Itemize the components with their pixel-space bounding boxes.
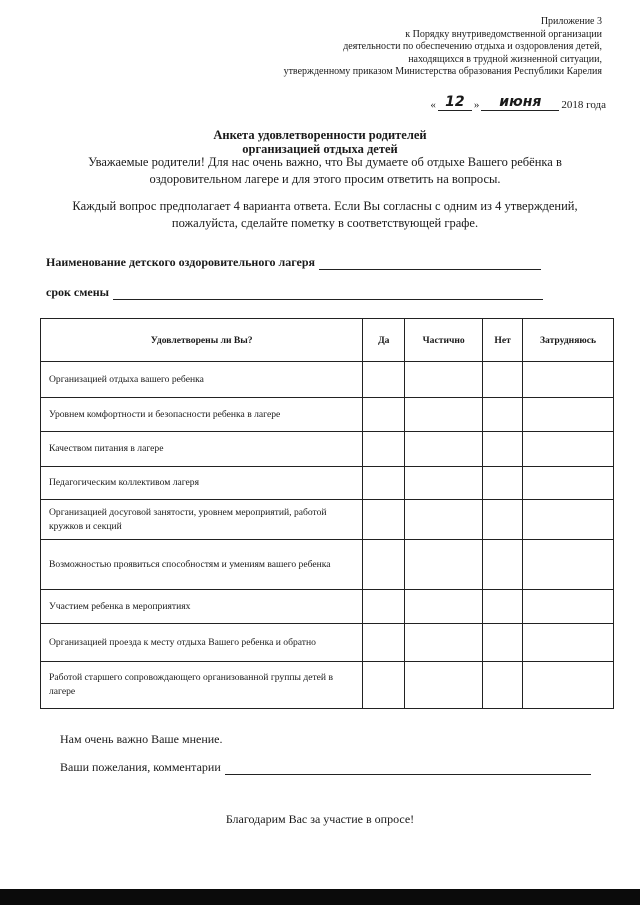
answer-cell-no[interactable] — [483, 500, 523, 540]
table-header-row — [41, 319, 614, 362]
answer-cell-no[interactable] — [483, 467, 523, 500]
table-row — [41, 432, 614, 467]
camp-name-label: Наименование детского оздоровительного лагеря — [46, 255, 315, 269]
satisfaction-table — [40, 318, 614, 709]
comments-label: Ваши пожелания, комментарии — [60, 760, 221, 774]
answer-cell-no[interactable] — [483, 398, 523, 432]
answer-cell-partially[interactable] — [405, 590, 483, 624]
answer-cell-partially[interactable] — [405, 540, 483, 590]
header-question: Удовлетворены ли Вы? — [41, 319, 363, 362]
intro-paragraph: Уважаемые родители! Для нас очень важно, что Вы думаете об отдыхе Вашего ребёнка в оздоровительном лагере и для этого просим ответить на вопросы. — [88, 155, 562, 186]
date-day: 12 — [438, 94, 472, 111]
answer-cell-yes[interactable] — [363, 500, 405, 540]
question-cell: Организацией отдыха вашего ребенка — [41, 362, 363, 398]
question-cell: Организацией досуговой занятости, уровнем мероприятий, работой кружков и секций — [41, 500, 363, 540]
table-row — [41, 624, 614, 662]
survey-subtitle: организацией отдыха детей — [242, 142, 398, 156]
scan-edge — [0, 889, 640, 905]
survey-title: Анкета удовлетворенности родителей — [213, 128, 427, 142]
table-row — [41, 362, 614, 398]
question-cell: Педагогическим коллективом лагеря — [41, 467, 363, 500]
table-row — [41, 540, 614, 590]
shift-blank[interactable] — [113, 287, 543, 300]
shift-label: срок смены — [46, 285, 110, 299]
answer-cell-partially[interactable] — [405, 662, 483, 709]
thanks-message: Благодарим Вас за участие в опросе! — [225, 812, 415, 826]
answer-cell-yes[interactable] — [363, 362, 405, 398]
answer-cell-unsure[interactable] — [523, 362, 614, 398]
answer-cell-yes[interactable] — [363, 432, 405, 467]
date-year: 2018 года — [561, 99, 606, 111]
comments-field — [60, 760, 591, 775]
header-unsure: Затрудняюсь — [523, 319, 614, 362]
appendix-line: находящихся в трудной жизненной ситуации, — [408, 53, 602, 65]
answer-cell-yes[interactable] — [363, 540, 405, 590]
answer-cell-yes[interactable] — [363, 662, 405, 709]
question-cell: Организацией проезда к месту отдыха Вашего ребенка и обратно — [41, 624, 363, 662]
table-row — [41, 590, 614, 624]
answer-cell-partially[interactable] — [405, 500, 483, 540]
appendix-line: Приложение 3 — [540, 16, 602, 27]
answer-cell-no[interactable] — [483, 362, 523, 398]
answer-cell-unsure[interactable] — [523, 500, 614, 540]
question-cell: Работой старшего сопровождающего организованной группы детей в лагере — [41, 662, 363, 709]
opinion-statement: Нам очень важно Ваше мнение. — [60, 732, 223, 746]
answer-cell-unsure[interactable] — [523, 624, 614, 662]
comments-blank[interactable] — [225, 762, 591, 775]
answer-cell-no[interactable] — [483, 432, 523, 467]
date-close-quote: » — [473, 99, 480, 111]
date-month: июня — [481, 94, 559, 111]
answer-cell-unsure[interactable] — [523, 467, 614, 500]
table-row — [41, 662, 614, 709]
answer-cell-unsure[interactable] — [523, 662, 614, 709]
answer-cell-yes[interactable] — [363, 467, 405, 500]
document-date — [430, 94, 606, 111]
header-yes: Да — [363, 319, 405, 362]
camp-name-blank[interactable] — [319, 257, 541, 270]
answer-cell-yes[interactable] — [363, 590, 405, 624]
date-open-quote: « — [430, 99, 436, 111]
question-cell: Качеством питания в лагере — [41, 432, 363, 467]
table-row — [41, 398, 614, 432]
answer-cell-yes[interactable] — [363, 624, 405, 662]
shift-field — [46, 285, 543, 300]
appendix-line: к Порядку внутриведомственной организации — [405, 28, 602, 40]
table-row — [41, 467, 614, 500]
answer-cell-partially[interactable] — [405, 467, 483, 500]
appendix-line: утвержденному приказом Министерства образования Республики Карелия — [283, 66, 602, 78]
appendix-line: деятельности по обеспечению отдыха и оздоровления детей, — [343, 41, 602, 53]
camp-name-field — [46, 255, 541, 270]
instructions-paragraph: Каждый вопрос предполагает 4 варианта ответа. Если Вы согласны с одним из 4 утверждений, пожалуйста, сделайте пометку в соответствующей графе. — [72, 199, 578, 230]
header-partially: Частично — [405, 319, 483, 362]
answer-cell-no[interactable] — [483, 590, 523, 624]
answer-cell-partially[interactable] — [405, 432, 483, 467]
answer-cell-unsure[interactable] — [523, 540, 614, 590]
question-cell: Уровнем комфортности и безопасности ребенка в лагере — [41, 398, 363, 432]
answer-cell-partially[interactable] — [405, 398, 483, 432]
answer-cell-no[interactable] — [483, 662, 523, 709]
question-cell: Участием ребенка в мероприятиях — [41, 590, 363, 624]
answer-cell-unsure[interactable] — [523, 432, 614, 467]
answer-cell-unsure[interactable] — [523, 398, 614, 432]
table-row — [41, 500, 614, 540]
answer-cell-partially[interactable] — [405, 624, 483, 662]
answer-cell-no[interactable] — [483, 540, 523, 590]
answer-cell-partially[interactable] — [405, 362, 483, 398]
appendix-header — [242, 16, 602, 79]
answer-cell-unsure[interactable] — [523, 590, 614, 624]
header-no: Нет — [483, 319, 523, 362]
answer-cell-yes[interactable] — [363, 398, 405, 432]
answer-cell-no[interactable] — [483, 624, 523, 662]
question-cell: Возможностью проявиться способностям и умениям вашего ребенка — [41, 540, 363, 590]
